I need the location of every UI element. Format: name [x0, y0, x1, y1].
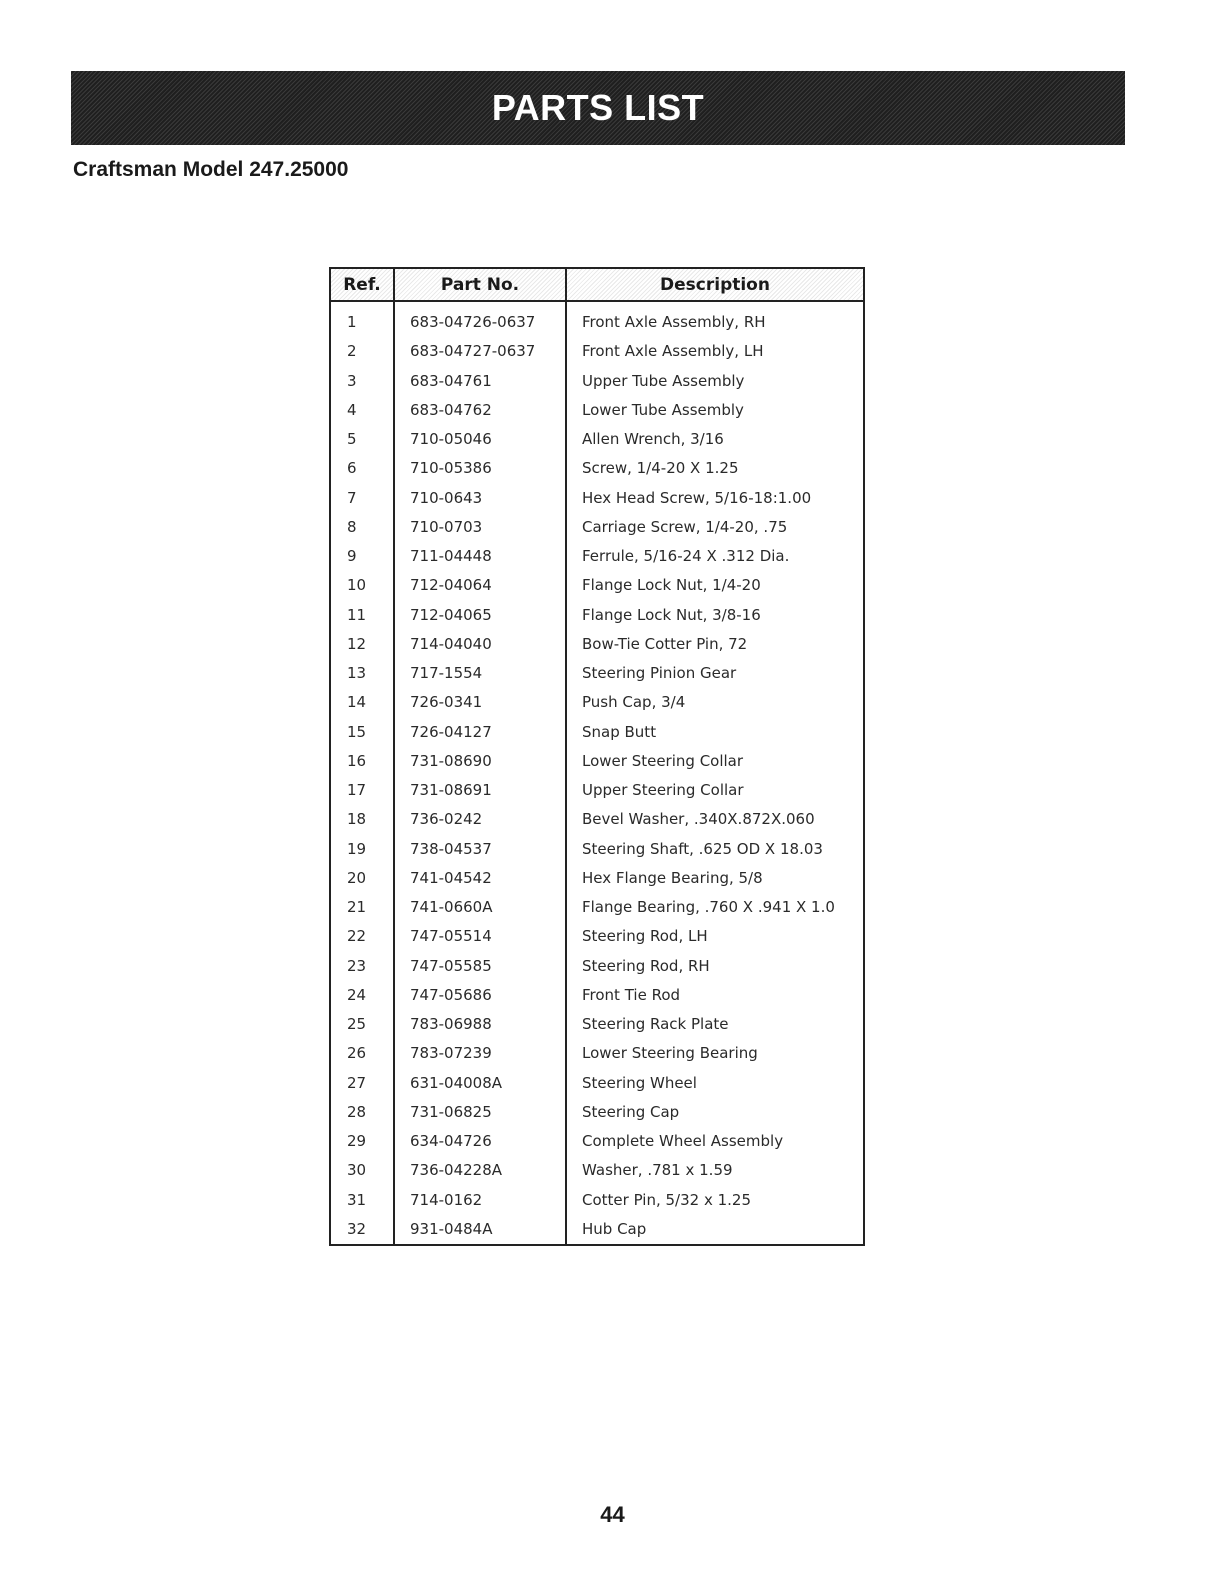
description-cell: Upper Steering Collar — [582, 781, 744, 799]
part-no-cell: 741-04542 — [410, 868, 492, 887]
ref-cell: 14 — [347, 693, 367, 712]
ref-cell: 17 — [347, 781, 367, 799]
ref-cell: 32 — [347, 1219, 367, 1238]
description-cell: Snap Butt — [582, 722, 657, 741]
description-cell: Washer, .781 x 1.59 — [582, 1161, 733, 1180]
description-cell: Hex Flange Bearing, 5/8 — [582, 868, 763, 887]
ref-cell: 4 — [347, 400, 357, 419]
banner-title: PARTS LIST — [491, 87, 705, 128]
part-no-cell: 710-0703 — [410, 517, 483, 536]
part-no-cell: 683-04761 — [410, 371, 492, 390]
part-no-cell: 738-04537 — [410, 839, 492, 858]
table-header — [331, 269, 863, 302]
ref-cell: 1 — [347, 313, 357, 331]
description-cell: Lower Steering Collar — [582, 751, 744, 770]
description-cell: Carriage Screw, 1/4-20, .75 — [582, 517, 788, 536]
ref-cell: 22 — [347, 927, 367, 946]
part-no-cell: 711-04448 — [410, 547, 492, 565]
description-cell: Steering Rod, LH — [582, 927, 708, 946]
ref-cell: 10 — [347, 576, 367, 595]
ref-cell: 26 — [347, 1044, 367, 1063]
description-cell: Front Axle Assembly, LH — [582, 342, 764, 361]
description-cell: Front Tie Rod — [582, 985, 681, 1004]
ref-cell: 23 — [347, 956, 367, 975]
table-body — [331, 302, 863, 1244]
description-cell: Ferrule, 5/16-24 X .312 Dia. — [582, 547, 790, 565]
part-no-cell: 710-05386 — [410, 459, 492, 478]
description-cell: Steering Wheel — [582, 1073, 697, 1092]
part-no-column — [395, 302, 567, 1244]
ref-cell: 20 — [347, 868, 367, 887]
part-no-cell: 726-0341 — [410, 693, 483, 712]
description-cell: Lower Steering Bearing — [582, 1044, 758, 1063]
description-cell: Upper Tube Assembly — [582, 371, 745, 390]
ref-cell: 27 — [347, 1073, 367, 1092]
part-no-cell: 736-0242 — [410, 810, 483, 829]
description-cell: Steering Pinion Gear — [582, 664, 737, 682]
model-title: Craftsman Model 247.25000 — [73, 158, 349, 181]
part-no-cell: 731-08691 — [410, 781, 492, 799]
part-no-cell: 736-04228A — [410, 1161, 503, 1180]
header-part-no: Part No. — [395, 269, 567, 300]
part-no-cell: 712-04065 — [410, 605, 492, 624]
parts-list-banner — [71, 71, 1125, 145]
ref-cell: 19 — [347, 839, 367, 858]
part-no-cell: 712-04064 — [410, 576, 492, 595]
description-column — [567, 302, 863, 1244]
header-description: Description — [660, 274, 770, 295]
ref-cell: 24 — [347, 985, 367, 1004]
part-no-cell: 714-0162 — [410, 1190, 483, 1209]
ref-cell: 2 — [347, 342, 357, 361]
description-cell: Flange Bearing, .760 X .941 X 1.0 — [582, 898, 835, 916]
part-no-cell: 683-04727-0637 — [410, 342, 536, 361]
part-no-cell: 741-0660A — [410, 898, 493, 916]
part-no-cell: 717-1554 — [410, 664, 483, 682]
parts-table — [329, 267, 865, 1246]
part-no-cell: 634-04726 — [410, 1132, 492, 1150]
part-no-cell: 631-04008A — [410, 1073, 503, 1092]
part-no-cell: 683-04762 — [410, 400, 492, 419]
page-number: 44 — [600, 1502, 625, 1527]
part-no-cell: 783-06988 — [410, 1015, 492, 1033]
part-no-cell: 731-08690 — [410, 751, 492, 770]
description-cell: Steering Cap — [582, 1102, 680, 1121]
description-cell: Steering Rack Plate — [582, 1015, 729, 1033]
part-no-cell: 747-05514 — [410, 927, 492, 946]
ref-cell: 7 — [347, 488, 357, 507]
description-cell: Screw, 1/4-20 X 1.25 — [582, 459, 739, 478]
part-no-cell: 731-06825 — [410, 1102, 492, 1121]
ref-cell: 30 — [347, 1161, 367, 1180]
part-no-cell: 683-04726-0637 — [410, 313, 536, 331]
description-cell: Steering Shaft, .625 OD X 18.03 — [582, 839, 823, 858]
ref-cell: 12 — [347, 634, 367, 653]
part-no-cell: 783-07239 — [410, 1044, 492, 1063]
description-cell: Lower Tube Assembly — [582, 400, 744, 419]
ref-cell: 13 — [347, 664, 367, 682]
description-cell: Bow-Tie Cotter Pin, 72 — [582, 634, 748, 653]
description-cell: Push Cap, 3/4 — [582, 693, 686, 712]
ref-cell: 28 — [347, 1102, 367, 1121]
part-no-cell: 726-04127 — [410, 722, 492, 741]
header-ref: Ref. — [331, 269, 395, 300]
ref-cell: 21 — [347, 898, 367, 916]
part-no-cell: 747-05686 — [410, 985, 492, 1004]
description-cell: Complete Wheel Assembly — [582, 1132, 784, 1150]
part-no-cell: 710-05046 — [410, 430, 492, 448]
description-cell: Steering Rod, RH — [582, 956, 710, 975]
description-cell: Allen Wrench, 3/16 — [582, 430, 724, 448]
part-no-cell: 714-04040 — [410, 634, 492, 653]
ref-cell: 5 — [347, 430, 357, 448]
ref-cell: 9 — [347, 547, 357, 565]
ref-column — [331, 302, 395, 1244]
ref-cell: 29 — [347, 1132, 367, 1150]
ref-cell: 11 — [347, 605, 367, 624]
part-no-cell: 747-05585 — [410, 956, 492, 975]
part-no-cell: 931-0484A — [410, 1219, 493, 1238]
ref-cell: 18 — [347, 810, 367, 829]
ref-cell: 31 — [347, 1190, 367, 1209]
description-cell: Front Axle Assembly, RH — [582, 313, 766, 331]
description-cell: Bevel Washer, .340X.872X.060 — [582, 810, 815, 829]
ref-cell: 25 — [347, 1015, 367, 1033]
description-cell: Flange Lock Nut, 1/4-20 — [582, 576, 761, 595]
description-cell: Flange Lock Nut, 3/8-16 — [582, 605, 761, 624]
part-no-cell: 710-0643 — [410, 488, 483, 507]
ref-cell: 3 — [347, 371, 357, 390]
description-cell: Hub Cap — [582, 1219, 647, 1238]
ref-cell: 15 — [347, 722, 367, 741]
ref-cell: 16 — [347, 751, 367, 770]
description-cell: Hex Head Screw, 5/16-18:1.00 — [582, 488, 812, 507]
ref-cell: 8 — [347, 517, 357, 536]
description-cell: Cotter Pin, 5/32 x 1.25 — [582, 1190, 751, 1209]
ref-cell: 6 — [347, 459, 357, 478]
